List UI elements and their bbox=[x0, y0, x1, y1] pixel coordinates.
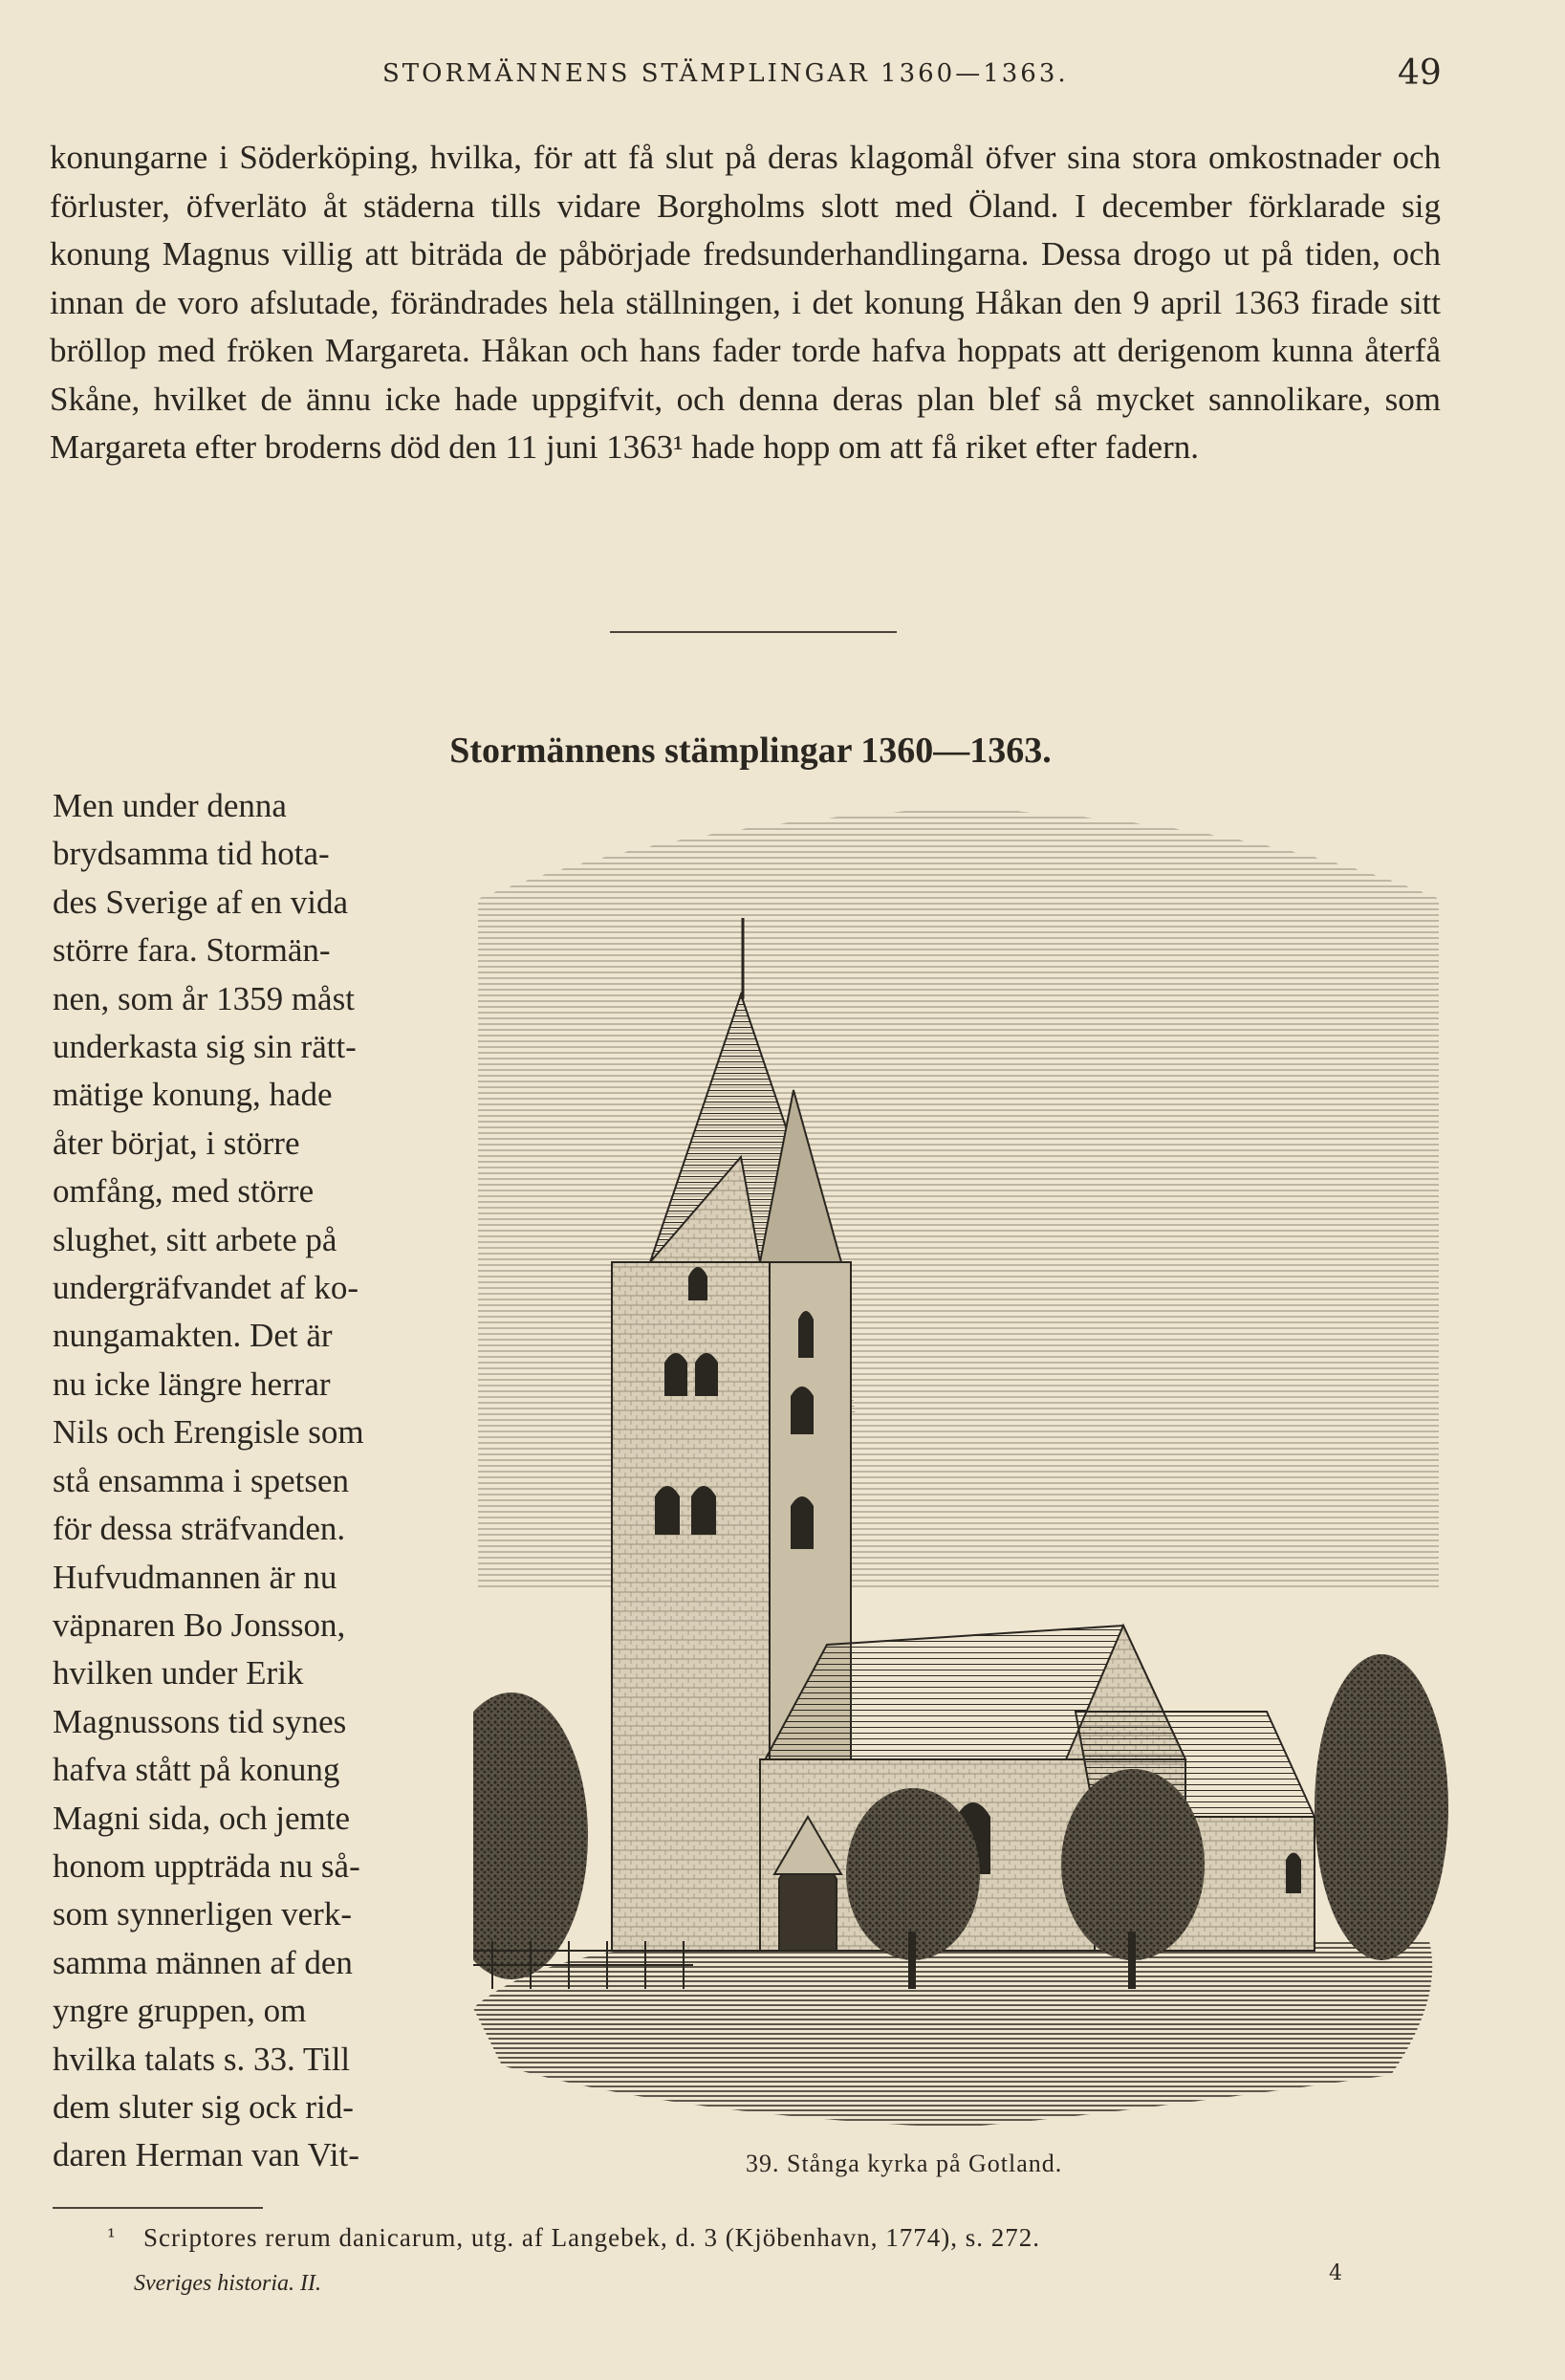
church-engraving bbox=[473, 803, 1448, 2128]
sheet-number: 4 bbox=[1329, 2261, 1342, 2285]
column-line: daren Herman van Vit- bbox=[53, 2136, 359, 2174]
column-line: slughet, sitt arbete på bbox=[53, 1220, 337, 1258]
column-line: underkasta sig sin rätt- bbox=[53, 1028, 357, 1066]
column-line: honom uppträda nu så- bbox=[53, 1846, 360, 1885]
chancel-window bbox=[1286, 1853, 1301, 1894]
tree-left bbox=[473, 1692, 588, 1979]
column-line: hafva stått på konung bbox=[53, 1751, 340, 1789]
column-line: hvilken under Erik bbox=[53, 1654, 304, 1692]
tree-trunk bbox=[1128, 1932, 1136, 1989]
column-line: undergräfvandet af ko- bbox=[53, 1269, 359, 1307]
body-paragraph: konungarne i Söderköping, hvilka, för att få slut på deras klagomål öfver sina stora omkostnader och förluster, öfverläto åt städerna tills vidare Borgholms slott med Öland. I december förklarade sig konung Magnus villig att biträda de påbörjade fredsunderhandlingarna. Dessa drogo ut på tiden, och innan de voro afslutade, förändrades hela ställningen, i det konung Håkan den 9 april 1363 firade sitt bröllop med fröken Margareta. Håkan och hans fader torde hafva hoppats att derigenom kunna återfå Skåne, hvilket de ännu icke hade uppgifvit, och denna deras plan blef så mycket sannolikare, som Margareta efter broderns död den 11 juni 1363¹ hade hopp om att få riket efter fadern. bbox=[50, 139, 1441, 466]
section-divider bbox=[610, 631, 897, 633]
column-line: Magnussons tid synes bbox=[53, 1702, 347, 1740]
tower-window bbox=[664, 1353, 687, 1396]
column-line: hvilka talats s. 33. Till bbox=[53, 2040, 351, 2078]
tower-window bbox=[791, 1387, 814, 1434]
page-number: 49 bbox=[1398, 54, 1442, 93]
column-line: Magni sida, och jemte bbox=[53, 1799, 351, 1837]
column-line: dem sluter sig ock rid- bbox=[53, 2087, 354, 2126]
footnote-rule bbox=[53, 2207, 263, 2209]
section-title: Stormännens stämplingar 1360—1363. bbox=[449, 731, 1052, 771]
column-line: nu icke längre herrar bbox=[53, 1365, 331, 1403]
running-header: STORMÄNNENS STÄMPLINGAR 1360—1363. bbox=[382, 59, 1069, 88]
tower-window bbox=[691, 1486, 716, 1535]
column-line: samma männen af den bbox=[53, 1943, 353, 1981]
column-line: des Sverige af en vida bbox=[53, 883, 349, 921]
column-line: åter börjat, i större bbox=[53, 1124, 300, 1162]
column-line: yngre gruppen, om bbox=[53, 1992, 307, 2030]
tower-window bbox=[798, 1311, 814, 1358]
tree-trunk bbox=[908, 1932, 916, 1989]
side-column-text bbox=[53, 782, 445, 2180]
column-line: Nils och Erengisle som bbox=[53, 1413, 364, 1452]
figure-caption: 39. Stånga kyrka på Gotland. bbox=[746, 2150, 1063, 2177]
signature-title: Sveriges historia. II. bbox=[134, 2271, 321, 2296]
tree-right bbox=[1315, 1654, 1448, 1960]
ground-hatching bbox=[473, 1941, 1432, 2128]
column-line: väpnaren Bo Jonsson, bbox=[53, 1605, 346, 1644]
tower-window bbox=[655, 1486, 680, 1535]
tower-body bbox=[612, 1262, 770, 1951]
column-line: som synnerligen verk- bbox=[53, 1895, 352, 1933]
column-line: Hufvudmannen är nu bbox=[53, 1558, 337, 1596]
tower-window bbox=[688, 1267, 707, 1300]
tower-window bbox=[695, 1353, 718, 1396]
column-line: omfång, med större bbox=[53, 1172, 315, 1211]
column-line: brydsamma tid hota- bbox=[53, 835, 330, 873]
footnote: Scriptores rerum danicarum, utg. af Langebek, d. 3 (Kjöbenhavn, 1774), s. 272. bbox=[143, 2223, 1041, 2252]
footnote-mark: ¹ bbox=[107, 2226, 116, 2250]
tower-window bbox=[791, 1496, 814, 1549]
column-line: nungamakten. Det är bbox=[53, 1317, 333, 1355]
column-line: större fara. Stormän- bbox=[53, 931, 331, 970]
column-line: mätige konung, hade bbox=[53, 1076, 333, 1114]
column-line: Men under denna bbox=[53, 787, 287, 824]
column-line: för dessa sträfvanden. bbox=[53, 1510, 346, 1548]
column-line: stå ensamma i spetsen bbox=[53, 1461, 350, 1499]
column-line: nen, som år 1359 måst bbox=[53, 979, 355, 1017]
